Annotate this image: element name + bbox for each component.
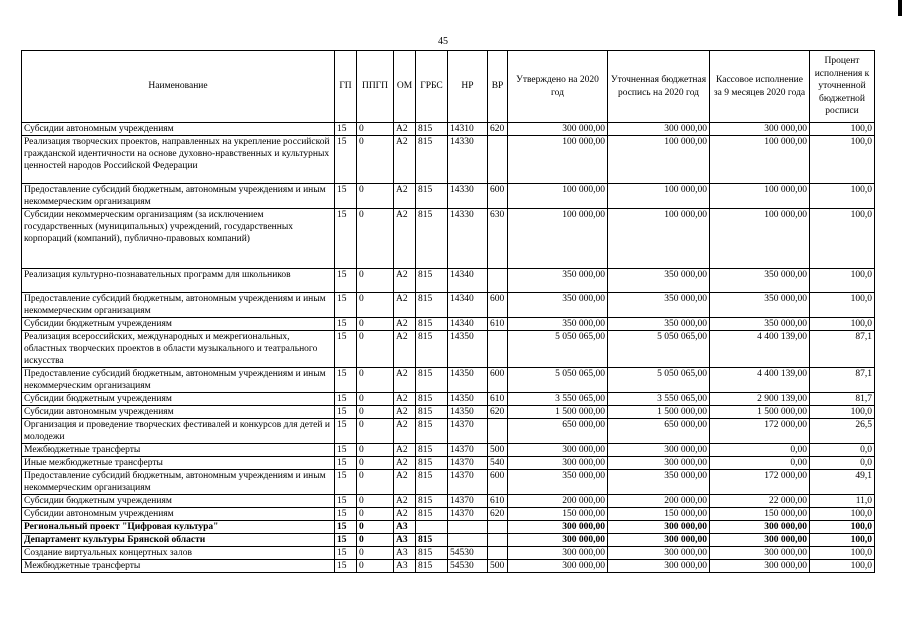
row-percent: 100,0 (810, 508, 875, 521)
row-ppgp: 0 (357, 293, 394, 318)
header-om: ОМ (394, 51, 416, 123)
row-ppgp: 0 (357, 470, 394, 495)
row-gp: 15 (335, 184, 357, 209)
row-np: 14330 (448, 209, 488, 269)
header-percent: Процент исполнения к уточненной бюджетной росписи (810, 51, 875, 123)
row-gp: 15 (335, 470, 357, 495)
row-refined: 350 000,00 (608, 470, 710, 495)
row-ppgp: 0 (357, 508, 394, 521)
row-ppgp: 0 (357, 495, 394, 508)
header-np: НР (448, 51, 488, 123)
row-approved: 100 000,00 (508, 209, 608, 269)
row-om: А2 (394, 209, 416, 269)
row-name: Реализация творческих проектов, направленных на укрепление российской гражданской идентичности на основе духовно-нравственных и культурных ценностей народов Российской Федерации (22, 136, 335, 184)
row-vr: 500 (488, 444, 508, 457)
row-np: 14350 (448, 368, 488, 393)
row-grbs: 815 (416, 508, 448, 521)
row-percent: 100,0 (810, 560, 875, 573)
row-refined: 350 000,00 (608, 269, 710, 293)
row-om: А2 (394, 508, 416, 521)
table-row (22, 184, 875, 209)
row-vr: 600 (488, 368, 508, 393)
row-refined: 100 000,00 (608, 209, 710, 269)
row-name: Создание виртуальных концертных залов (22, 547, 335, 560)
table-row (22, 495, 875, 508)
row-name: Региональный проект "Цифровая культура" (22, 521, 335, 534)
row-gp: 15 (335, 444, 357, 457)
row-name: Предоставление субсидий бюджетным, автономным учреждениям и иным некоммерческим организациям (22, 368, 335, 393)
row-refined: 300 000,00 (608, 560, 710, 573)
row-om: А3 (394, 547, 416, 560)
row-percent: 100,0 (810, 209, 875, 269)
row-cash: 172 000,00 (710, 470, 810, 495)
row-cash: 1 500 000,00 (710, 406, 810, 419)
row-cash: 300 000,00 (710, 123, 810, 136)
row-percent: 100,0 (810, 123, 875, 136)
row-cash: 0,00 (710, 457, 810, 470)
table-row (22, 393, 875, 406)
row-grbs (416, 521, 448, 534)
row-approved: 350 000,00 (508, 318, 608, 331)
row-approved: 650 000,00 (508, 419, 608, 444)
row-cash: 300 000,00 (710, 521, 810, 534)
row-name: Межбюджетные трансферты (22, 560, 335, 573)
row-np: 14370 (448, 419, 488, 444)
row-name: Предоставление субсидий бюджетным, автономным учреждениям и иным некоммерческим организациям (22, 184, 335, 209)
row-refined: 650 000,00 (608, 419, 710, 444)
row-percent: 100,0 (810, 184, 875, 209)
row-cash: 4 400 139,00 (710, 331, 810, 368)
row-vr: 610 (488, 393, 508, 406)
row-grbs: 815 (416, 419, 448, 444)
row-grbs: 815 (416, 318, 448, 331)
row-ppgp: 0 (357, 521, 394, 534)
row-approved: 1 500 000,00 (508, 406, 608, 419)
header-gp: ГП (335, 51, 357, 123)
row-ppgp: 0 (357, 318, 394, 331)
row-ppgp: 0 (357, 368, 394, 393)
row-refined: 150 000,00 (608, 508, 710, 521)
header-cash: Кассовое исполнение за 9 месяцев 2020 года (710, 51, 810, 123)
row-gp: 15 (335, 534, 357, 547)
row-percent: 87,1 (810, 368, 875, 393)
row-grbs: 815 (416, 123, 448, 136)
row-vr: 600 (488, 184, 508, 209)
row-np: 14340 (448, 318, 488, 331)
row-gp: 15 (335, 123, 357, 136)
row-om: А2 (394, 318, 416, 331)
row-refined: 300 000,00 (608, 534, 710, 547)
row-approved: 5 050 065,00 (508, 368, 608, 393)
row-name: Субсидии автономным учреждениям (22, 406, 335, 419)
row-om: А2 (394, 495, 416, 508)
row-om: А2 (394, 331, 416, 368)
row-cash: 100 000,00 (710, 209, 810, 269)
row-name: Субсидии автономным учреждениям (22, 123, 335, 136)
row-om: А2 (394, 470, 416, 495)
row-vr: 620 (488, 508, 508, 521)
row-percent: 100,0 (810, 293, 875, 318)
row-vr (488, 534, 508, 547)
row-name: Реализация культурно-познавательных программ для школьников (22, 269, 335, 293)
header-refined: Уточненная бюджетная роспись на 2020 год (608, 51, 710, 123)
row-approved: 150 000,00 (508, 508, 608, 521)
table-row (22, 508, 875, 521)
row-gp: 15 (335, 406, 357, 419)
row-refined: 100 000,00 (608, 184, 710, 209)
header-name: Наименование (22, 51, 335, 123)
row-cash: 150 000,00 (710, 508, 810, 521)
row-approved: 100 000,00 (508, 184, 608, 209)
row-gp: 15 (335, 318, 357, 331)
row-grbs: 815 (416, 331, 448, 368)
row-approved: 300 000,00 (508, 547, 608, 560)
row-refined: 350 000,00 (608, 318, 710, 331)
row-gp: 15 (335, 495, 357, 508)
row-percent: 87,1 (810, 331, 875, 368)
table-row (22, 269, 875, 293)
row-approved: 300 000,00 (508, 444, 608, 457)
row-refined: 300 000,00 (608, 123, 710, 136)
header-grbs: ГРБС (416, 51, 448, 123)
row-ppgp: 0 (357, 184, 394, 209)
table-row (22, 331, 875, 368)
table-row (22, 547, 875, 560)
row-om: А2 (394, 368, 416, 393)
row-np: 14340 (448, 293, 488, 318)
row-om: А2 (394, 457, 416, 470)
row-refined: 3 550 065,00 (608, 393, 710, 406)
header-vr: ВР (488, 51, 508, 123)
row-grbs: 815 (416, 547, 448, 560)
row-vr: 620 (488, 406, 508, 419)
row-gp: 15 (335, 457, 357, 470)
row-np: 14330 (448, 136, 488, 184)
row-grbs: 815 (416, 209, 448, 269)
row-refined: 300 000,00 (608, 547, 710, 560)
row-approved: 100 000,00 (508, 136, 608, 184)
table-row (22, 318, 875, 331)
row-refined: 5 050 065,00 (608, 331, 710, 368)
row-vr (488, 136, 508, 184)
row-cash: 100 000,00 (710, 184, 810, 209)
row-om: А2 (394, 419, 416, 444)
table-row (22, 136, 875, 184)
row-name: Иные межбюджетные трансферты (22, 457, 335, 470)
table-row (22, 560, 875, 573)
row-approved: 300 000,00 (508, 560, 608, 573)
row-percent: 0,0 (810, 457, 875, 470)
row-np (448, 521, 488, 534)
row-grbs: 815 (416, 470, 448, 495)
row-gp: 15 (335, 547, 357, 560)
row-np: 54530 (448, 560, 488, 573)
row-vr: 610 (488, 318, 508, 331)
row-percent: 81,7 (810, 393, 875, 406)
row-approved: 350 000,00 (508, 470, 608, 495)
row-vr: 500 (488, 560, 508, 573)
row-om: А2 (394, 184, 416, 209)
row-ppgp: 0 (357, 534, 394, 547)
row-percent: 100,0 (810, 521, 875, 534)
row-ppgp: 0 (357, 444, 394, 457)
row-om: А2 (394, 444, 416, 457)
row-ppgp: 0 (357, 393, 394, 406)
row-gp: 15 (335, 368, 357, 393)
row-ppgp: 0 (357, 419, 394, 444)
row-percent: 49,1 (810, 470, 875, 495)
row-om: А3 (394, 534, 416, 547)
row-np: 14370 (448, 495, 488, 508)
row-percent: 100,0 (810, 269, 875, 293)
row-np: 14350 (448, 393, 488, 406)
row-ppgp: 0 (357, 209, 394, 269)
row-vr: 620 (488, 123, 508, 136)
row-vr (488, 419, 508, 444)
row-vr: 600 (488, 293, 508, 318)
row-cash: 2 900 139,00 (710, 393, 810, 406)
table-row (22, 521, 875, 534)
row-np: 14350 (448, 331, 488, 368)
row-np (448, 534, 488, 547)
row-om: А2 (394, 393, 416, 406)
row-refined: 300 000,00 (608, 457, 710, 470)
row-name: Субсидии бюджетным учреждениям (22, 393, 335, 406)
row-np: 14370 (448, 508, 488, 521)
row-np: 14370 (448, 470, 488, 495)
row-refined: 300 000,00 (608, 444, 710, 457)
row-np: 14340 (448, 269, 488, 293)
row-name: Предоставление субсидий бюджетным, автономным учреждениям и иным некоммерческим организациям (22, 293, 335, 318)
row-cash: 300 000,00 (710, 547, 810, 560)
row-percent: 0,0 (810, 444, 875, 457)
row-np: 14310 (448, 123, 488, 136)
table-row (22, 419, 875, 444)
table-row (22, 406, 875, 419)
row-vr (488, 269, 508, 293)
row-name: Субсидии некоммерческим организациям (за исключением государственных (муниципальных) учреждений, государственных корпораций (компаний), публично-правовых компаний) (22, 209, 335, 269)
row-np: 14330 (448, 184, 488, 209)
table-row (22, 293, 875, 318)
row-grbs: 815 (416, 368, 448, 393)
row-cash: 350 000,00 (710, 293, 810, 318)
table-row (22, 534, 875, 547)
row-ppgp: 0 (357, 269, 394, 293)
row-vr (488, 521, 508, 534)
row-percent: 100,0 (810, 318, 875, 331)
row-approved: 200 000,00 (508, 495, 608, 508)
table-row (22, 368, 875, 393)
row-percent: 100,0 (810, 547, 875, 560)
row-cash: 4 400 139,00 (710, 368, 810, 393)
row-grbs: 815 (416, 269, 448, 293)
row-gp: 15 (335, 136, 357, 184)
row-gp: 15 (335, 209, 357, 269)
row-approved: 300 000,00 (508, 521, 608, 534)
row-approved: 300 000,00 (508, 534, 608, 547)
budget-execution-table (21, 50, 875, 573)
row-gp: 15 (335, 331, 357, 368)
row-gp: 15 (335, 560, 357, 573)
row-name: Организация и проведение творческих фестивалей и конкурсов для детей и молодежи (22, 419, 335, 444)
row-om: А2 (394, 136, 416, 184)
row-np: 54530 (448, 547, 488, 560)
row-name: Департамент культуры Брянской области (22, 534, 335, 547)
row-grbs: 815 (416, 406, 448, 419)
row-percent: 11,0 (810, 495, 875, 508)
row-grbs: 815 (416, 444, 448, 457)
row-percent: 100,0 (810, 534, 875, 547)
row-ppgp: 0 (357, 136, 394, 184)
table-row (22, 470, 875, 495)
row-percent: 26,5 (810, 419, 875, 444)
row-vr (488, 547, 508, 560)
row-ppgp: 0 (357, 406, 394, 419)
row-approved: 3 550 065,00 (508, 393, 608, 406)
row-gp: 15 (335, 293, 357, 318)
row-refined: 5 050 065,00 (608, 368, 710, 393)
row-refined: 100 000,00 (608, 136, 710, 184)
row-ppgp: 0 (357, 560, 394, 573)
row-vr: 600 (488, 470, 508, 495)
row-refined: 350 000,00 (608, 293, 710, 318)
table-row (22, 123, 875, 136)
row-cash: 0,00 (710, 444, 810, 457)
row-cash: 300 000,00 (710, 560, 810, 573)
table-row (22, 209, 875, 269)
row-np: 14370 (448, 457, 488, 470)
row-np: 14370 (448, 444, 488, 457)
table-row (22, 457, 875, 470)
row-grbs: 815 (416, 457, 448, 470)
row-om: А2 (394, 123, 416, 136)
row-grbs: 815 (416, 293, 448, 318)
table-row (22, 444, 875, 457)
row-gp: 15 (335, 521, 357, 534)
row-approved: 300 000,00 (508, 123, 608, 136)
row-gp: 15 (335, 269, 357, 293)
row-refined: 1 500 000,00 (608, 406, 710, 419)
table-body (22, 123, 875, 573)
row-om: А3 (394, 521, 416, 534)
row-approved: 350 000,00 (508, 269, 608, 293)
page-edge-mark (898, 0, 902, 16)
row-cash: 350 000,00 (710, 269, 810, 293)
row-name: Субсидии бюджетным учреждениям (22, 318, 335, 331)
row-vr (488, 331, 508, 368)
row-approved: 5 050 065,00 (508, 331, 608, 368)
row-refined: 200 000,00 (608, 495, 710, 508)
table-header-row (22, 51, 875, 123)
row-cash: 172 000,00 (710, 419, 810, 444)
row-grbs: 815 (416, 495, 448, 508)
row-name: Межбюджетные трансферты (22, 444, 335, 457)
row-om: А2 (394, 269, 416, 293)
row-percent: 100,0 (810, 136, 875, 184)
row-vr: 630 (488, 209, 508, 269)
row-np: 14350 (448, 406, 488, 419)
row-ppgp: 0 (357, 123, 394, 136)
row-grbs: 815 (416, 560, 448, 573)
row-name: Реализация всероссийских, международных и межрегиональных, областных творческих проектов в области музыкального и театрального искусства (22, 331, 335, 368)
row-gp: 15 (335, 419, 357, 444)
row-approved: 300 000,00 (508, 457, 608, 470)
row-cash: 22 000,00 (710, 495, 810, 508)
row-cash: 300 000,00 (710, 534, 810, 547)
header-approved: Утверждено на 2020 год (508, 51, 608, 123)
row-grbs: 815 (416, 393, 448, 406)
row-gp: 15 (335, 393, 357, 406)
row-name: Субсидии автономным учреждениям (22, 508, 335, 521)
row-vr: 540 (488, 457, 508, 470)
row-approved: 350 000,00 (508, 293, 608, 318)
header-ppgp: ППГП (357, 51, 394, 123)
row-name: Субсидии бюджетным учреждениям (22, 495, 335, 508)
row-gp: 15 (335, 508, 357, 521)
row-grbs: 815 (416, 534, 448, 547)
row-cash: 350 000,00 (710, 318, 810, 331)
row-om: А2 (394, 406, 416, 419)
row-percent: 100,0 (810, 406, 875, 419)
row-vr: 610 (488, 495, 508, 508)
row-refined: 300 000,00 (608, 521, 710, 534)
row-ppgp: 0 (357, 331, 394, 368)
row-om: А3 (394, 560, 416, 573)
row-ppgp: 0 (357, 547, 394, 560)
row-om: А2 (394, 293, 416, 318)
row-ppgp: 0 (357, 457, 394, 470)
row-grbs: 815 (416, 136, 448, 184)
page-number: 45 (438, 36, 448, 47)
row-cash: 100 000,00 (710, 136, 810, 184)
row-name: Предоставление субсидий бюджетным, автономным учреждениям и иным некоммерческим организациям (22, 470, 335, 495)
row-grbs: 815 (416, 184, 448, 209)
